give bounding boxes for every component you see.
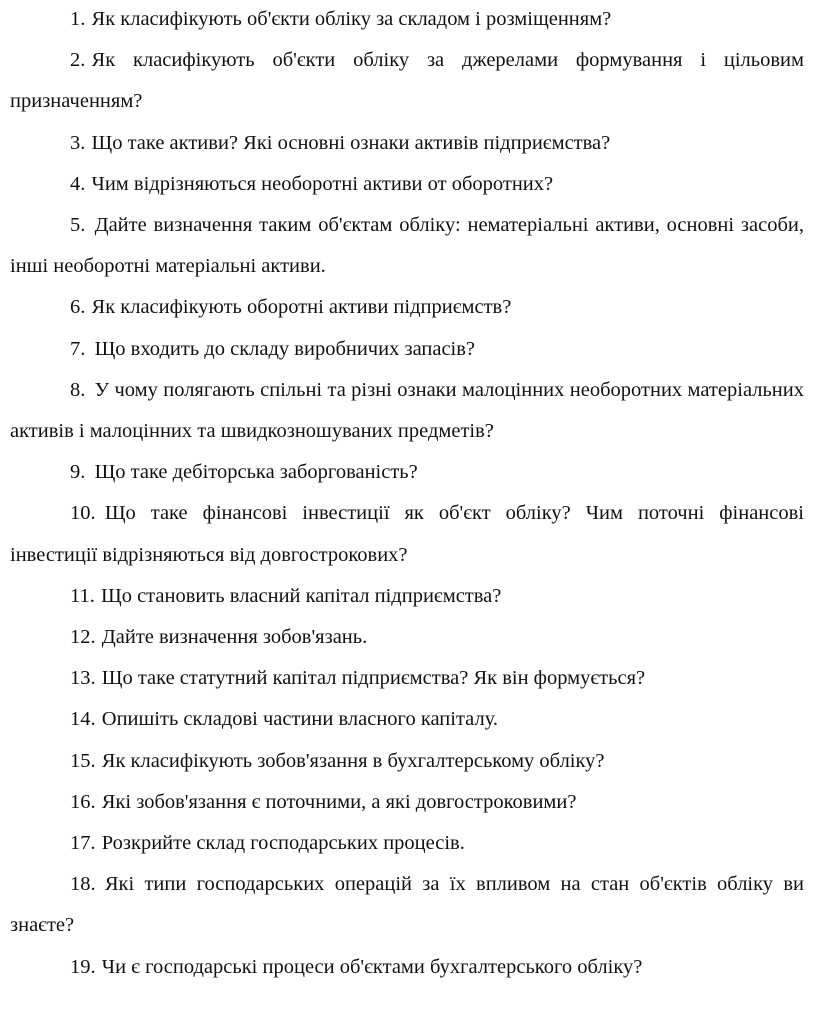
question-number: 6. [70,296,86,319]
question-item [10,0,804,40]
question-text: У чому полягають спільні та різні ознаки малоцінних необоротних матеріальних активів і малоцінних та швидкозношуваних предметів? [10,378,804,443]
question-item [10,370,804,452]
question-number: 1. [70,8,86,30]
question-text: Що входить до складу виробничих запасів? [94,337,476,360]
question-number: 4. [70,172,86,195]
question-number: 12. [70,626,96,649]
question-item [10,947,804,988]
question-item [10,164,804,205]
question-item [10,40,804,122]
question-text: Розкрийте склад господарських процесів. [101,832,465,855]
question-item [10,287,804,328]
question-number: 19. [70,955,96,978]
question-item [10,329,804,370]
question-number: 14. [70,708,96,731]
question-item [10,699,804,740]
question-item [10,617,804,658]
question-number: 10. [70,502,96,525]
question-item [10,123,804,164]
question-item [10,493,804,575]
question-number: 16. [70,790,96,813]
question-text: Чи є господарські процеси об'єктами бухгалтерського обліку? [101,955,643,978]
question-text: Які типи господарських операцій за їх впливом на стан об'єктів обліку ви знаєте? [10,873,804,937]
question-item [10,741,804,782]
question-number: 15. [70,749,96,772]
question-number: 11. [70,584,95,607]
question-number: 17. [70,832,96,855]
question-number: 18. [70,873,96,896]
question-number: 7. [70,337,86,360]
question-number: 13. [70,667,96,690]
question-text: Як класифікують оборотні активи підприємств? [91,296,512,319]
question-text: Дайте визначення таким об'єктам обліку: нематеріальні активи, основні засоби, інші необоротні матеріальні активи. [10,214,804,278]
question-text: Що таке фінансові інвестиції як об'єкт обліку? Чим поточні фінансові інвестиції відрізняються від довгострокових? [10,502,804,566]
question-text: Опишіть складові частини власного капіталу. [101,708,499,731]
question-item [10,658,804,699]
question-text: Що таке статутний капітал підприємства? Як він формується? [101,667,646,690]
question-number: 2. [70,49,86,72]
question-number: 3. [70,131,86,154]
question-item [10,576,804,617]
question-text: Як класифікують об'єкти обліку за джерелами формування і цільовим призначенням? [10,49,804,113]
question-text: Дайте визначення зобов'язань. [101,626,368,649]
question-text: Що таке активи? Які основні ознаки активів підприємства? [91,131,611,154]
question-item [10,205,804,287]
question-item [10,782,804,823]
question-number: 5. [70,214,86,237]
question-text: Що таке дебіторська заборгованість? [94,461,418,484]
question-number: 8. [70,378,86,401]
question-text: Чим відрізняються необоротні активи от оборотних? [91,172,554,195]
question-number: 9. [70,461,86,484]
question-item [10,452,804,493]
question-text: Як класифікують об'єкти обліку за складом і розміщенням? [91,8,612,30]
question-text: Що становить власний капітал підприємства? [101,584,502,607]
question-item [10,823,804,864]
question-item [10,864,804,946]
question-text: Які зобов'язання є поточними, а які довгостроковими? [101,790,577,813]
question-text: Як класифікують зобов'язання в бухгалтерському обліку? [101,749,605,772]
